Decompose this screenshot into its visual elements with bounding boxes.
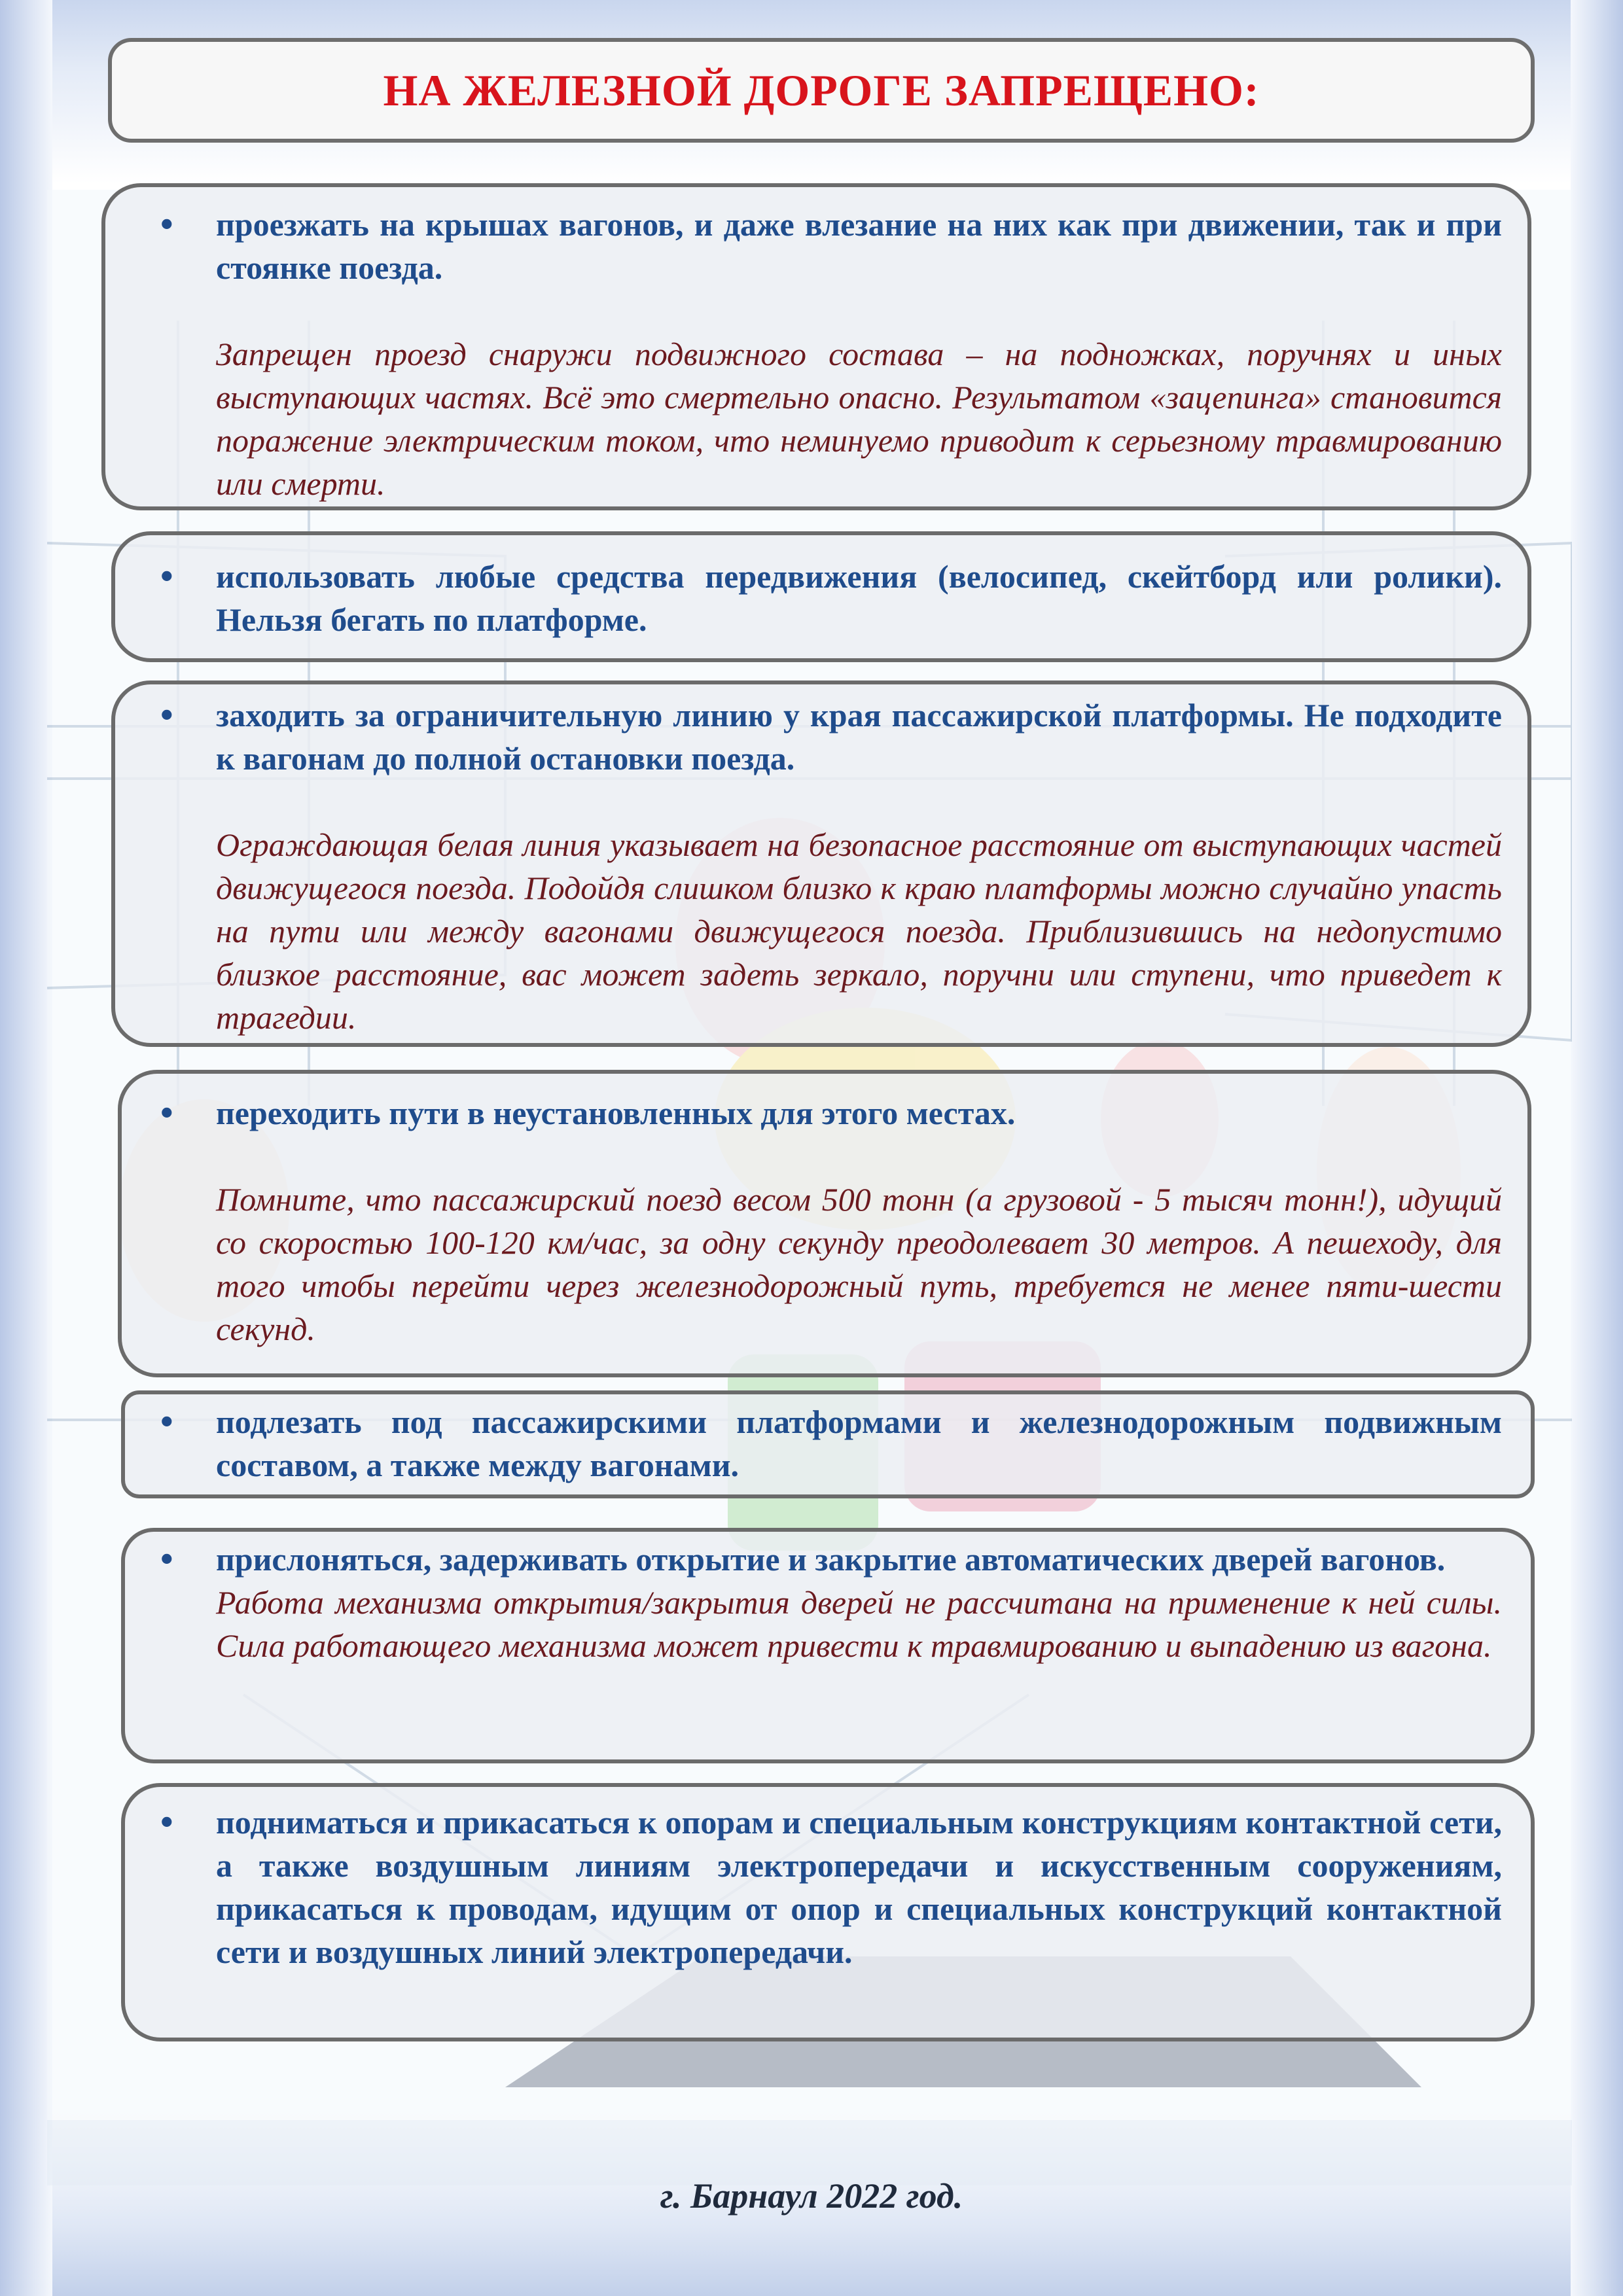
rule-note: Помните, что пассажирский поезд весом 500 тонн (а грузовой - 5 тысяч тонн!), идущий со скоростью 100-120 км/час, за одну секунду преодолевает 30 метров. А пешеходу, для того чтобы перейти через железнодорожный путь, требуется не менее пяти-шести секунд. bbox=[216, 1181, 1502, 1347]
footer-city-year: г. Барнаул 2022 год. bbox=[660, 2176, 963, 2216]
rule-7 bbox=[101, 1801, 1502, 1973]
rule-heading: • прислоняться, задерживать открытие и закрытие автоматических дверей вагонов. bbox=[101, 1538, 1502, 1581]
rule-heading: • проезжать на крышах вагонов, и даже влезание на них как при движении, так и при стоянке поезда. bbox=[101, 203, 1502, 289]
rule-3 bbox=[101, 694, 1502, 1039]
rule-note: Работа механизма открытия/закрытия дверей не рассчитана на применение к ней силы. Сила работающего механизма может привести к травмированию и выпадению из вагона. bbox=[216, 1584, 1502, 1664]
rule-heading: • подлезать под пассажирскими платформами и железнодорожным подвижным составом, а также между вагонами. bbox=[101, 1400, 1502, 1487]
page-title: НА ЖЕЛЕЗНОЙ ДОРОГЕ ЗАПРЕЩЕНО: bbox=[383, 65, 1260, 115]
rule-note: Запрещен проезд снаружи подвижного состава – на подножках, поручнях и иных выступающих частях. Всё это смертельно опасно. Результатом «зацепинга» становится поражение электрическим током, что неминуемо приводит к серьезному травмированию или смерти. bbox=[216, 336, 1502, 502]
rule-6 bbox=[101, 1538, 1502, 1667]
page-border-left bbox=[0, 0, 52, 2296]
rule-heading: • переходить пути в неустановленных для этого местах. bbox=[101, 1091, 1502, 1135]
rule-heading: • заходить за ограничительную линию у края пассажирской платформы. Не подходите к вагонам до полной остановки поезда. bbox=[101, 694, 1502, 780]
title-box bbox=[108, 38, 1535, 143]
page-border-right bbox=[1571, 0, 1623, 2296]
rule-note: Ограждающая белая линия указывает на безопасное расстояние от выступающих частей движущегося поезда. Подойдя слишком близко к краю платформы можно случайно упасть на пути или между вагонами движущегося поезда. Приблизившись на недопустимо близкое расстояние, вас может задеть зеркало, поручни или ступени, что приведет к трагедии. bbox=[216, 826, 1502, 1036]
rule-2 bbox=[101, 555, 1502, 641]
rule-5 bbox=[101, 1400, 1502, 1487]
rule-4 bbox=[101, 1091, 1502, 1351]
rule-1 bbox=[101, 203, 1502, 505]
rule-heading: • подниматься и прикасаться к опорам и специальным конструкциям контактной сети, а также воздушным линиям электропередачи и искусственным сооружениям, прикасаться к проводам, идущим от опор и специальных конструкций контактной сети и воздушных линий электропередачи. bbox=[101, 1801, 1502, 1973]
rule-heading: • использовать любые средства передвижения (велосипед, скейтборд или ролики). Нельзя бегать по платформе. bbox=[101, 555, 1502, 641]
